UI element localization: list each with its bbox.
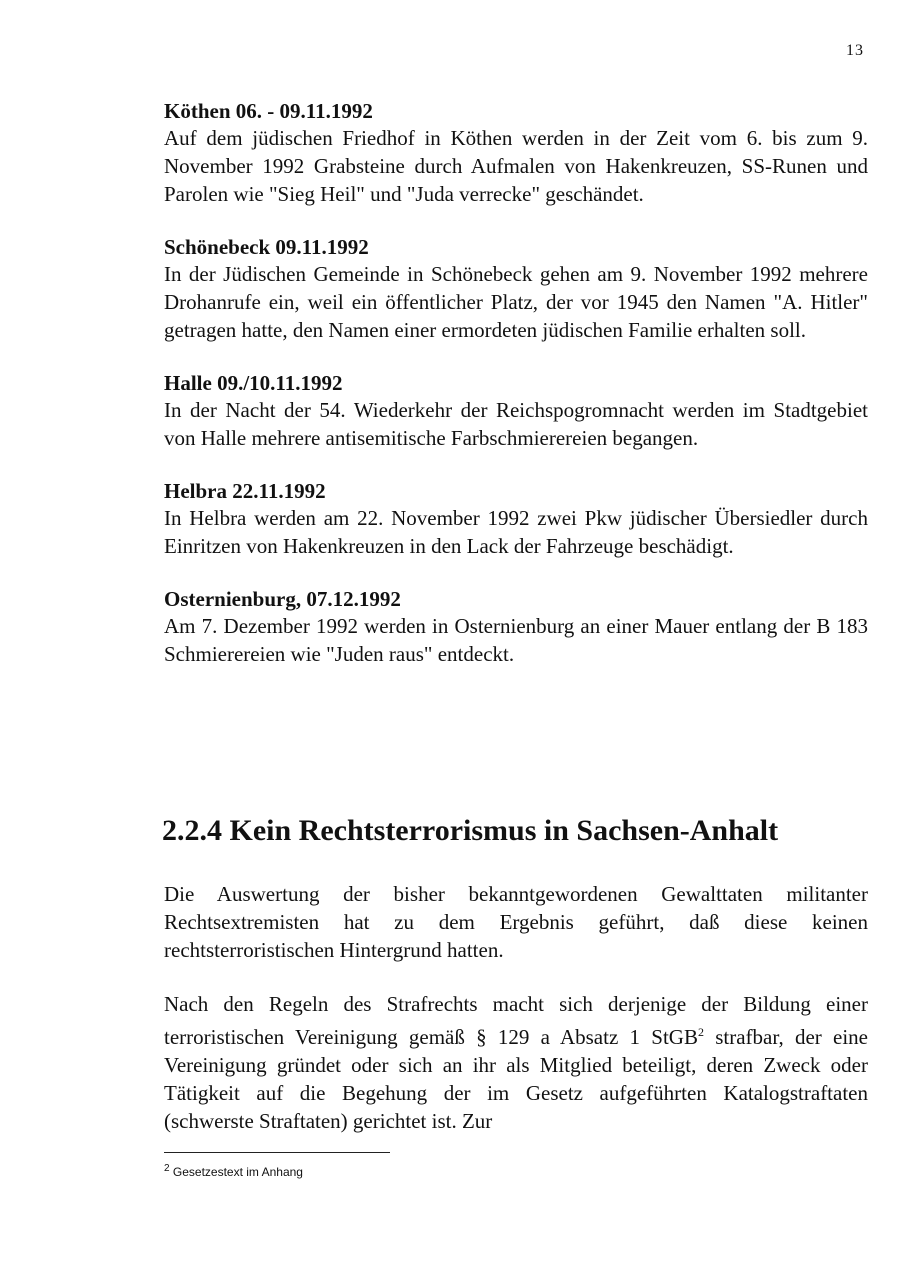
- footnote-divider: [164, 1152, 390, 1153]
- incident-text: In Helbra werden am 22. November 1992 zwei Pkw jüdischer Übersiedler durch Einritzen von Hakenkreuzen in den Lack der Fahrzeuge beschädigt.: [164, 506, 868, 558]
- incident-heading: Osternienburg, 07.12.1992: [164, 587, 401, 611]
- footnote-reference: 2: [697, 1025, 704, 1039]
- incident-entry: [164, 234, 868, 344]
- incident-heading: Halle 09./10.11.1992: [164, 371, 343, 395]
- incident-heading: Köthen 06. - 09.11.1992: [164, 99, 373, 123]
- paragraph-text: Nach den Regeln des Strafrechts macht sich derjenige der Bildung einer terroristischen Vereinigung gemäß § 129 a Absatz 1 StGB: [164, 992, 868, 1049]
- incident-heading: Schönebeck 09.11.1992: [164, 235, 369, 259]
- section-heading: 2.2.4 Kein Rechtsterrorismus in Sachsen-Anhalt: [162, 814, 779, 847]
- incident-list: [164, 98, 868, 694]
- incident-entry: [164, 370, 868, 452]
- section-paragraph: Die Auswertung der bisher bekanntgewordenen Gewalttaten militanter Rechtsextremisten hat zu dem Ergebnis geführt, daß diese keinen rechtsterroristischen Hintergrund hatten.: [164, 882, 868, 962]
- footnote-marker: 2: [164, 1163, 170, 1174]
- incident-entry: [164, 98, 868, 208]
- page-number: 13: [846, 42, 864, 59]
- incident-text: Auf dem jüdischen Friedhof in Köthen werden in der Zeit vom 6. bis zum 9. November 1992 Grabsteine durch Aufmalen von Hakenkreuzen, SS-Runen und Parolen wie "Sieg Heil" und "Juda verrecke" geschändet.: [164, 126, 868, 206]
- paragraph-text: strafbar, der eine Vereinigung gründet oder sich an ihr als Mitglied beteiligt, deren Zweck oder Tätigkeit auf die Begehung der im Gesetz aufgeführten Katalogstraftaten (schwerste Straftaten) gerichtet ist. Zur: [164, 1025, 869, 1133]
- incident-heading: Helbra 22.11.1992: [164, 479, 326, 503]
- incident-text: In der Jüdischen Gemeinde in Schönebeck gehen am 9. November 1992 mehrere Drohanrufe ein, weil ein öffentlicher Platz, der vor 1945 den Namen "A. Hitler" getragen hatte, den Namen einer ermordeten jüdischen Familie erhalten soll.: [164, 262, 868, 342]
- incident-entry: [164, 586, 868, 668]
- footnote: [164, 1161, 303, 1180]
- incident-entry: [164, 478, 868, 560]
- incident-text: In der Nacht der 54. Wiederkehr der Reichspogromnacht werden im Stadtgebiet von Halle mehrere antisemitische Farbschmierereien begangen.: [164, 398, 868, 450]
- section-paragraph: [164, 990, 868, 1135]
- footnote-text: Gesetzestext im Anhang: [169, 1165, 303, 1179]
- incident-text: Am 7. Dezember 1992 werden in Osternienburg an einer Mauer entlang der B 183 Schmierereien wie "Juden raus" entdeckt.: [164, 614, 868, 666]
